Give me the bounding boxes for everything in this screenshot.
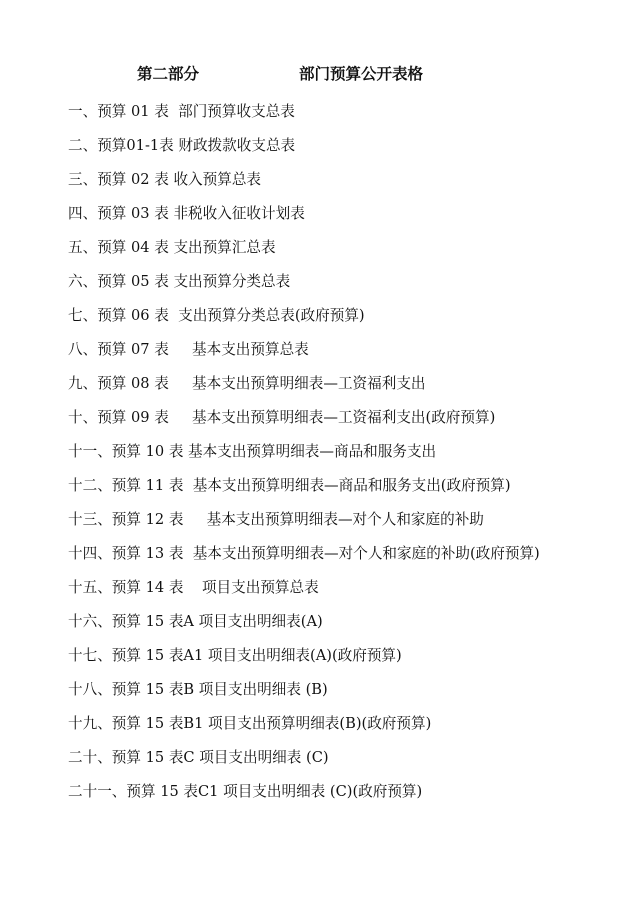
toc-item: 二十、预算 15 表C 项目支出明细表 (C) xyxy=(68,749,329,766)
toc-item: 十六、预算 15 表A 项目支出明细表(A) xyxy=(68,613,323,630)
toc-item: 九、预算 08 表 基本支出预算明细表—工资福利支出 xyxy=(68,375,426,392)
toc-item: 十七、预算 15 表A1 项目支出明细表(A)(政府预算) xyxy=(68,647,402,664)
section-heading xyxy=(0,62,635,86)
toc-item: 二十一、预算 15 表C1 项目支出明细表 (C)(政府预算) xyxy=(68,783,423,800)
toc-item: 十四、预算 13 表 基本支出预算明细表—对个人和家庭的补助(政府预算) xyxy=(68,545,540,562)
toc-item: 六、预算 05 表 支出预算分类总表 xyxy=(68,273,291,290)
toc-item: 十三、预算 12 表 基本支出预算明细表—对个人和家庭的补助 xyxy=(68,511,484,528)
toc-item: 三、预算 02 表 收入预算总表 xyxy=(68,171,262,188)
toc-item: 十一、预算 10 表 基本支出预算明细表—商品和服务支出 xyxy=(68,443,437,460)
toc-item: 十、预算 09 表 基本支出预算明细表—工资福利支出(政府预算) xyxy=(68,409,496,426)
toc-item: 二、预算01-1表 财政拨款收支总表 xyxy=(68,137,296,154)
toc-item: 十九、预算 15 表B1 项目支出预算明细表(B)(政府预算) xyxy=(68,715,432,732)
part-label: 第二部分 xyxy=(137,65,200,83)
toc-item: 七、预算 06 表 支出预算分类总表(政府预算) xyxy=(68,307,365,324)
toc-item: 十八、预算 15 表B 项目支出明细表 (B) xyxy=(68,681,328,698)
toc-item: 十二、预算 11 表 基本支出预算明细表—商品和服务支出(政府预算) xyxy=(68,477,511,494)
toc-item: 八、预算 07 表 基本支出预算总表 xyxy=(68,341,309,358)
toc-item: 五、预算 04 表 支出预算汇总表 xyxy=(68,239,276,256)
toc-item: 十五、预算 14 表 项目支出预算总表 xyxy=(68,579,319,596)
toc-item: 四、预算 03 表 非税收入征收计划表 xyxy=(68,205,305,222)
table-of-contents xyxy=(68,95,553,809)
section-title: 部门预算公开表格 xyxy=(299,65,424,83)
toc-item: 一、预算 01 表 部门预算收支总表 xyxy=(68,103,295,120)
